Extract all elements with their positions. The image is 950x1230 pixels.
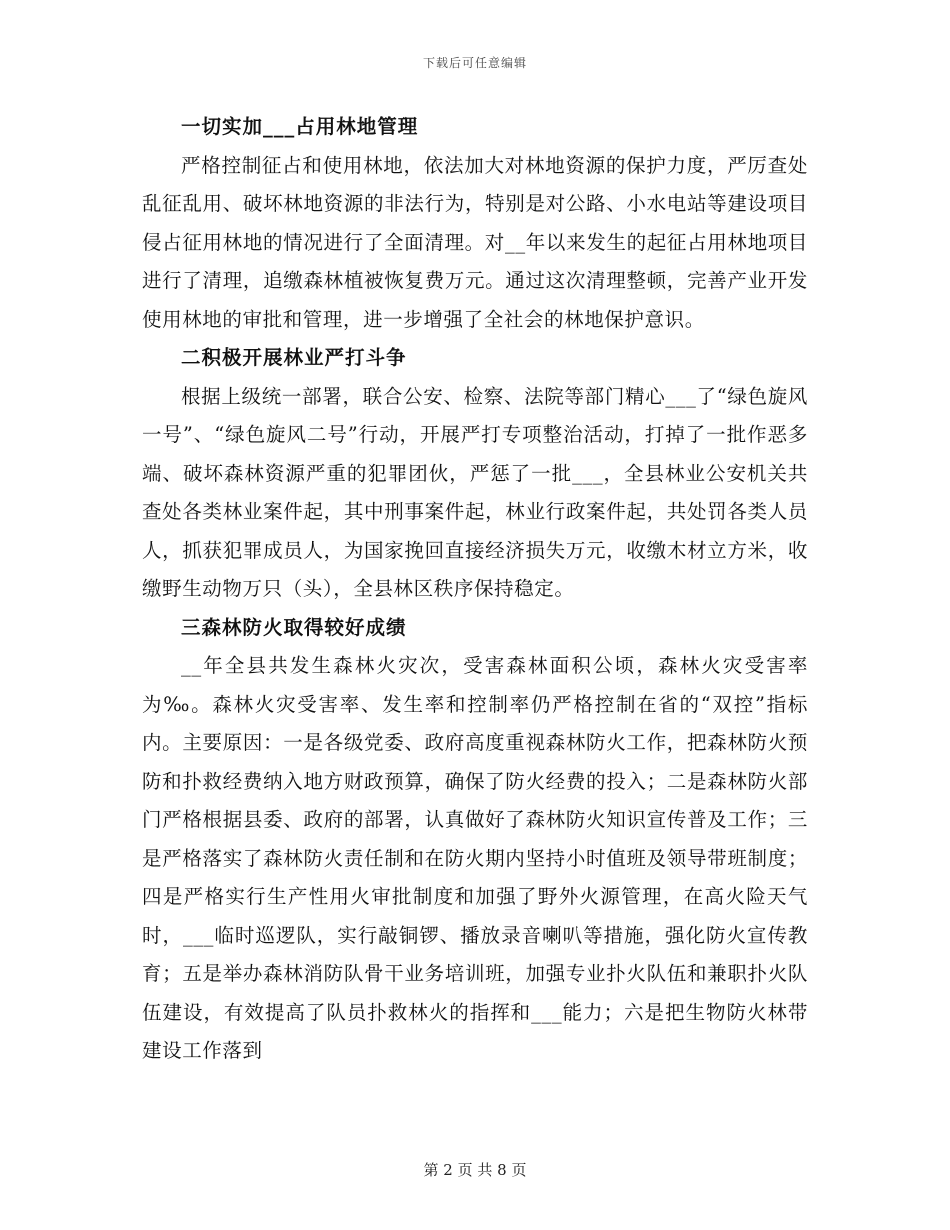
section-2: [142, 339, 808, 609]
section-3: [142, 609, 808, 1071]
section-heading: 三森林防火取得较好成绩: [181, 615, 407, 639]
section-heading: 一切实加___占用林地管理: [181, 115, 419, 138]
paragraph: __年全县共发生森林火灾次，受害森林面积公顷，森林火灾受害率为‰。森林火灾受害率、发生率和控制率仍严格控制在省的“双控”指标内。主要原因：一是各级党委、政府高度重视森林防火工作，把森林防火预防和扑救经费纳入地方财政预算，确保了防火经费的投入；二是森林防火部门严格根据县委、政府的部署，认真做好了森林防火知识宣传普及工作；三是严格落实了森林防火责任制和在防火期内坚持小时值班及领导带班制度；四是严格实行生产性用火审批制度和加强了野外火源管理，在高火险天气时，___临时巡逻队，实行敲铜锣、播放录音喇叭等措施，强化防火宣传教育；五是举办森林消防队骨干业务培训班，加强专业扑火队伍和兼职扑火队伍建设，有效提高了队员扑救林火的指挥和___能力；六是把生物防火林带建设工作落到: [142, 654, 808, 1062]
page-header: 下载后可任意编辑: [422, 56, 527, 70]
paragraph: 严格控制征占和使用林地，依法加大对林地资源的保护力度，严厉查处乱征乱用、破坏林地资源的非法行为，特别是对公路、小水电站等建设项目侵占征用林地的情况进行了全面清理。对__年以来发生的起征占用林地项目进行了清理，追缴森林植被恢复费万元。通过这次清理整顿，完善产业开发使用林地的审批和管理，进一步增强了全社会的林地保护意识。: [142, 153, 808, 331]
page-number-footer: 第 2 页 共 8 页: [423, 1161, 527, 1179]
section-1: [142, 108, 808, 339]
section-heading: 二积极开展林业严打斗争: [181, 346, 407, 369]
document-body: [142, 108, 808, 1071]
paragraph: 根据上级统一部署，联合公安、检察、法院等部门精心___了“绿色旋风一号”、“绿色旋风二号”行动，开展严打专项整治活动，打掉了一批作恶多端、破坏森林资源严重的犯罪团伙，严惩了一批___，全县林业公安机关共查处各类林业案件起，其中刑事案件起，林业行政案件起，共处罚各类人员人，抓获犯罪成员人，为国家挽回直接经济损失万元，收缴木材立方米，收缴野生动物万只（头），全县林区秩序保持稳定。: [142, 384, 808, 600]
